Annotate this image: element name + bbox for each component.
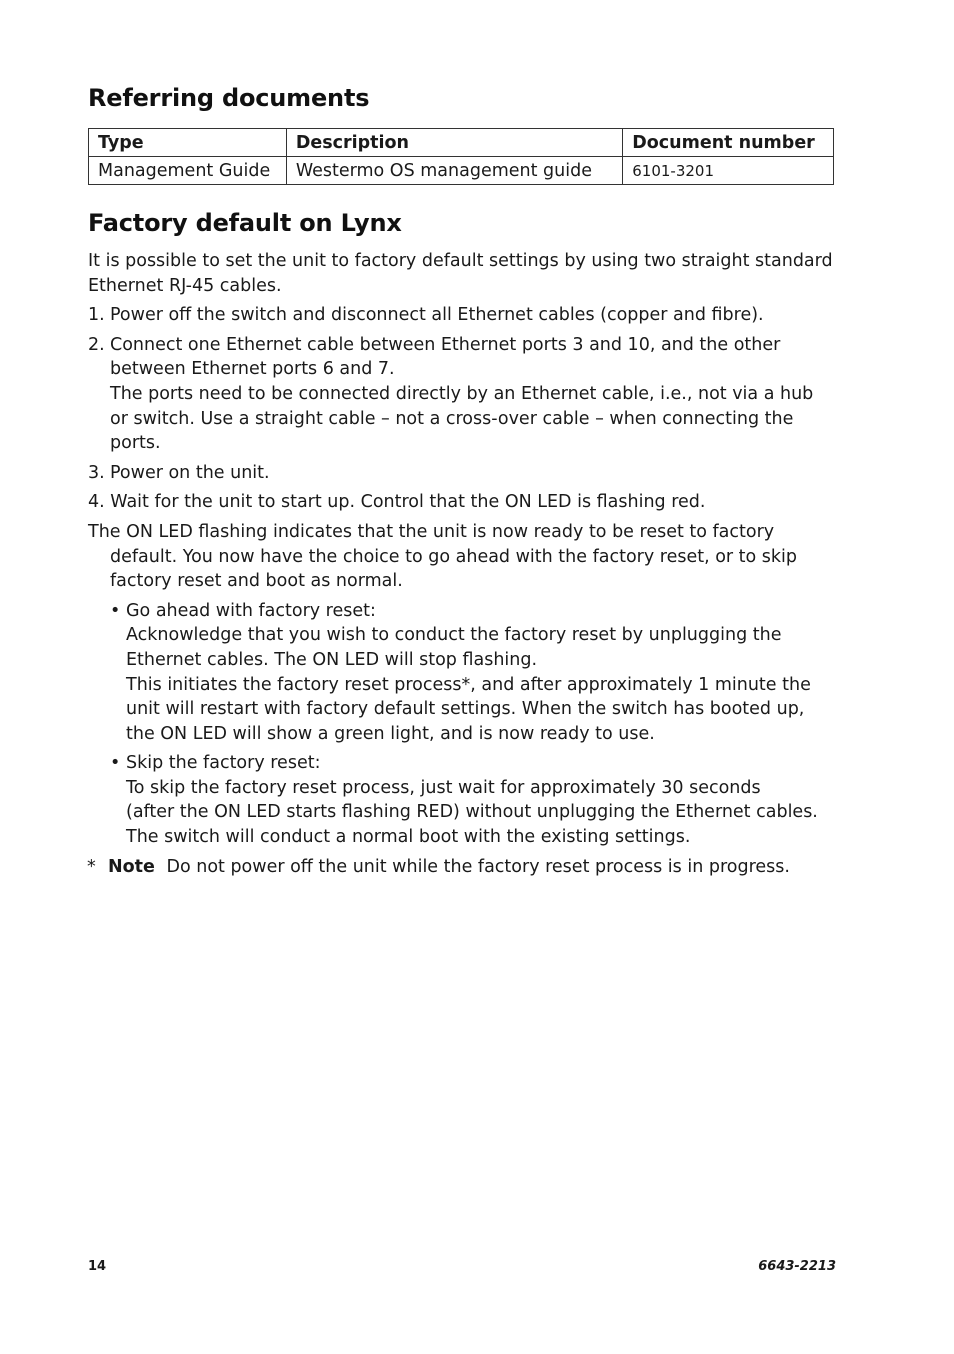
bullet-title: Skip the factory reset: xyxy=(126,753,321,774)
step-2 xyxy=(88,333,834,456)
column-header-document-number: Document number xyxy=(623,129,834,157)
step-text: Power off the switch and disconnect all Ethernet cables (copper and fibre). xyxy=(110,305,764,326)
options-list xyxy=(88,599,834,850)
intro-paragraph: It is possible to set the unit to factory default settings by using two straight standard Ethernet RJ-45 cables. xyxy=(88,251,833,296)
cell-type: Management Guide xyxy=(89,157,287,185)
step-number: 1. xyxy=(88,305,105,326)
step-text: Connect one Ethernet cable between Ethernet ports 3 and 10, and the other between Ethernet ports 6 and 7. xyxy=(110,334,781,380)
step-number: 3. xyxy=(88,462,105,483)
referring-documents-heading: Referring documents xyxy=(88,84,370,112)
step-text: Power on the unit. xyxy=(110,462,270,483)
column-header-description: Description xyxy=(286,129,622,157)
column-header-type: Type xyxy=(89,129,287,157)
step-number: 2. xyxy=(88,334,105,355)
cell-description: Westermo OS management guide xyxy=(286,157,622,185)
note-text: Do not power off the unit while the factory reset process is in progress. xyxy=(166,856,790,877)
bullet-line: (after the ON LED starts flashing RED) without unplugging the Ethernet cables. xyxy=(126,802,818,823)
bullet-title: Go ahead with factory reset: xyxy=(126,600,376,621)
bullet-line: This initiates the factory reset process*, and after approximately 1 minute the unit will restart with factory default settings. When the switch has booted up, the ON LED will show a green light, and is now ready to use. xyxy=(126,674,811,744)
referring-documents-table xyxy=(88,128,834,185)
list-item xyxy=(110,751,834,849)
step-4: 4. Wait for the unit to start up. Control that the ON LED is flashing red. xyxy=(88,492,706,513)
step-1 xyxy=(88,303,834,328)
list-item xyxy=(110,599,834,747)
step-3 xyxy=(88,461,834,486)
table-row xyxy=(89,157,834,185)
bullet-icon: • xyxy=(110,753,121,774)
bullet-line: To skip the factory reset process, just wait for approximately 30 seconds xyxy=(126,777,761,798)
table-header-row xyxy=(89,129,834,157)
note-paragraph xyxy=(88,855,834,880)
page-number: 14 xyxy=(88,1259,107,1274)
asterisk-marker: * xyxy=(87,856,96,877)
document-number: 6643-2213 xyxy=(758,1259,836,1274)
note-label: Note xyxy=(108,856,155,877)
bullet-icon: • xyxy=(110,600,121,621)
bullet-line: The switch will conduct a normal boot with the existing settings. xyxy=(126,827,691,848)
factory-default-heading: Factory default on Lynx xyxy=(88,209,402,237)
factory-default-body xyxy=(88,249,834,879)
cell-document-number: 6101-3201 xyxy=(623,157,834,185)
bullet-line: Acknowledge that you wish to conduct the factory reset by unplugging the Ethernet cables. The ON LED will stop flashing. xyxy=(126,625,782,670)
step-extra-text: The ports need to be connected directly by an Ethernet cable, i.e., not via a hub or switch. Use a straight cable – not a cross-over cable – when connecting the ports. xyxy=(110,383,814,454)
led-paragraph: The ON LED flashing indicates that the unit is now ready to be reset to factory default. You now have the choice to go ahead with the factory reset, or to skip factory reset and boot as normal. xyxy=(88,521,798,592)
